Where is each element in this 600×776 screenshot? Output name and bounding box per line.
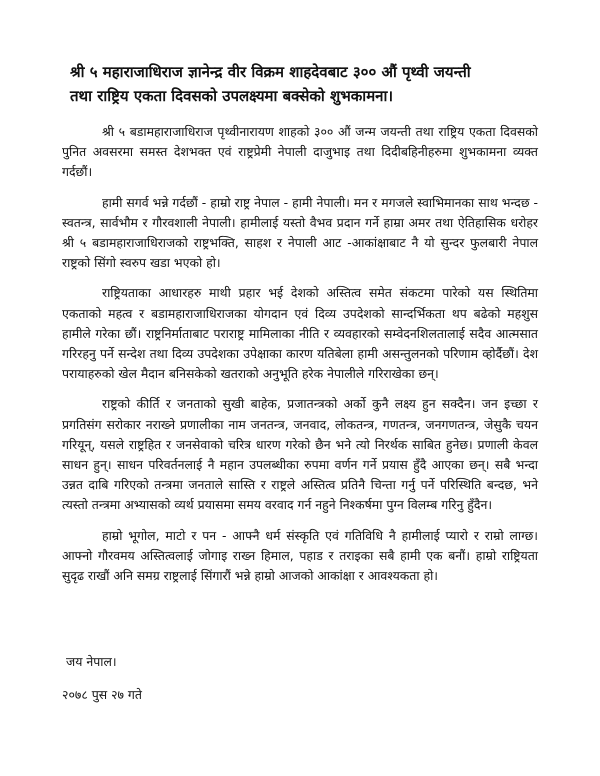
document-body [62,122,538,598]
paragraph-pride: हामी सगर्व भन्ने गर्दछौं - हाम्रो राष्ट्र नेपाल - हामी नेपाली। मन र मगजले स्वाभिमानका साथ भन्दछ - स्वतन्त्र, सार्वभौम र गौरवशाली नेपाली। हामीलाई यस्तो वैभव प्रदान गर्ने हाम्रा अमर तथा ऐतिहासिक धरोहर श्री ५ बडामहाराजाधिराजको राष्ट्रभक्ति, साहश र नेपाली आट -आकांक्षाबाट नै यो सुन्दर फुलबारी नेपाल राष्ट्रको सिंगो स्वरुप खडा भएको हो। [62,194,538,271]
closing-salutation: जय नेपाल। [66,654,117,669]
document-title [70,60,540,108]
paragraph-greeting: श्री ५ बडामहाराजाधिराज पृथ्वीनारायण शाहको ३०० औं जन्म जयन्ती तथा राष्ट्रिय एकता दिवसको पुनित अवसरमा समस्त देशभक्त एवं राष्ट्रप्रेमी नेपाली दाजुभाइ तथा दिदीबहिनीहरुमा शुभकामना व्यक्त गर्दछौं। [62,124,538,180]
paragraph-unity: हाम्रो भूगोल, माटो र पन - आफ्नै धर्म संस्कृति एवं गतिविधि नै हामीलाई प्यारो र राम्रो लाग्छ। आफ्नो गौरवमय अस्तित्वलाई जोगाइ राख्न हिमाल, पहाड र तराइका सबै हामी एक बनौं। हाम्रो राष्ट्रियता सुदृढ राखौं अनि समग्र राष्ट्रलाई सिंगारौं भन्ने हाम्रो आजको आकांक्षा र आवश्यकता हो। [62,527,538,584]
title-line-2: तथा राष्ट्रिय एकता दिवसको उपलक्ष्यमा बक्सेको शुभकामना। [70,87,394,105]
paragraph-democracy: राष्ट्रको कीर्ति र जनताको सुखी बाहेक, प्रजातन्त्रको अर्को कुनै लक्ष्य हुन सक्दैन। जन इच्छा र प्रगतिसंग सरोकार नराख्ने प्रणालीका नाम जनतन्त्र, जनवाद, लोकतन्त्र, गणतन्त्र, जनगणतन्त्र, जेसुकै चयन गरियून्, यसले राष्ट्रहित र जनसेवाको चरित्र धारण गरेको छैन भने त्यो निरर्थक साबित हुनेछ। प्रणाली केवल साधन हुन्। साधन परिवर्तनलाई नै महान उपलब्धीका रुपमा वर्णन गर्ने प्रयास हुँदै आएका छन्। सबै भन्दा उन्नत दाबि गरिएको तन्त्रमा जनताले सास्ति र राष्ट्रले अस्तित्व प्रतिनै चिन्ता गर्नु पर्ने परिस्थिति बन्दछ, भने त्यस्तो तन्त्रमा अभ्यासको व्यर्थ प्रयासमा समय वरवाद गर्न नहुने निश्कर्षमा पुग्न विलम्ब गरिनु हुँदैन। [62,396,538,513]
title-line-1: श्री ५ महाराजाधिराज ज्ञानेन्द्र वीर विक्रम शाहदेवबाट ३०० औं पृथ्वी जयन्ती [70,63,471,81]
document-date: २०७८ पुस २७ गते [62,687,142,702]
paragraph-nationality: राष्ट्रियताका आधारहरु माथी प्रहार भई देशको अस्तित्व समेत संकटमा पारेको यस स्थितिमा एकताको महत्व र बडामहाराजाधिराजका योगदान एवं दिव्य उपदेशको सान्दर्भिकता थप बढेको महशुस हामीले गरेका छौं। राष्ट्रनिर्माताबाट पराराष्ट्र मामिलाका नीति र व्यवहारको सम्वेदनशिलतालाई सदैव आत्मसात गरिरहनु पर्ने सन्देश तथा दिव्य उपदेशका उपेक्षाका कारण यतिबेला हामी असन्तुलनको परिणाम व्हाेर्दैछौं। देश परायाहरुको खेल मैदान बनिसकेको खतराको अनुभूति हरेक नेपालीले गरिराखेका छन्। [62,285,538,382]
